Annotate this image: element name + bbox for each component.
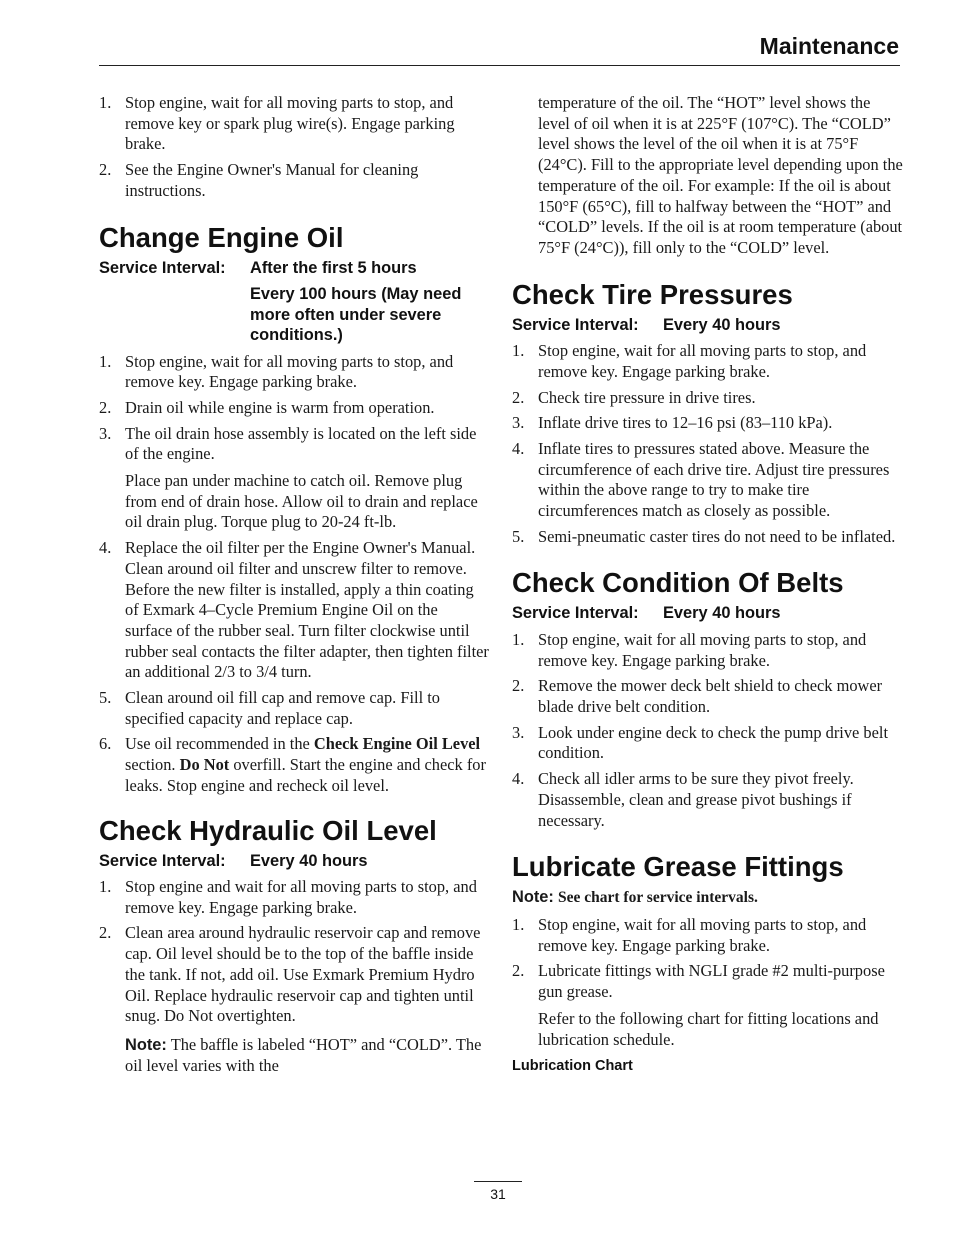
list-item: 1. Stop engine, wait for all moving parts to stop, and remove key. Engage parking brake. bbox=[512, 914, 867, 955]
emphasis: Do Not bbox=[179, 755, 230, 775]
list-item: 4. Check all idler arms to be sure they pivot freely. Disassemble, clean and grease pivot bushings if necessary. bbox=[512, 769, 854, 830]
section-title-lubricate-grease-fittings: Lubricate Grease Fittings bbox=[512, 851, 844, 883]
list-item: 1. Stop engine, wait for all moving parts to stop, and remove key. Engage parking brake. bbox=[512, 629, 867, 670]
list-item: 4. Inflate tires to pressures stated above. Measure the circumference of each drive tire. Adjust tire pressures within the above range to try to make tire circumferences match as closely as possible. bbox=[512, 438, 890, 521]
note-continuation: temperature of the oil. The “HOT” level shows the level of oil when it is at 225°F (107°C). The “COLD” level shows the level of the oil when it is at 75°F (24°C). Fill to the appropriate level depending upon the temperature of the oil. For example: If the oil is about 150°F (65°C), fill to halfway between the “HOT” and “COLD” levels. If the oil is at room temperature (about 75°F (24°C)), fill only to the “COLD” level. bbox=[538, 93, 903, 257]
list-item: 1. Stop engine, wait for all moving parts to stop, and remove key or spark plug wire(s). Engage parking brake. bbox=[99, 93, 455, 154]
lubrication-chart-caption: Lubrication Chart bbox=[512, 1058, 633, 1075]
service-interval-secondary: Every 100 hours (May need more often under severe conditions.) bbox=[250, 285, 462, 345]
list-item: 2. Drain oil while engine is warm from operation. bbox=[99, 397, 435, 417]
grease-note: Note: See chart for service intervals. bbox=[512, 888, 758, 907]
list-item: 6. Use oil recommended in the Check Engine Oil Level section. Do Not overfill. Start the engine and check for leaks. Stop engine and recheck oil level. bbox=[99, 734, 486, 795]
page-number: 31 bbox=[490, 1186, 506, 1202]
list-item: 1. Stop engine and wait for all moving parts to stop, and remove key. Engage parking brake. bbox=[99, 877, 477, 917]
list-item: 3. Inflate drive tires to 12–16 psi (83–110 kPa). bbox=[512, 413, 833, 433]
header-title: Maintenance bbox=[759, 33, 899, 59]
list-item: 1. Stop engine, wait for all moving parts to stop, and remove key. Engage parking brake. bbox=[99, 351, 454, 392]
step-continuation: Refer to the following chart for fitting locations and lubrication schedule. bbox=[538, 1008, 879, 1049]
list-item: 2. Remove the mower deck belt shield to check mower blade drive belt condition. bbox=[512, 676, 883, 717]
grease-steps bbox=[512, 915, 904, 1050]
right-column bbox=[512, 93, 904, 1074]
list-item: 2. Check tire pressure in drive tires. bbox=[512, 387, 756, 407]
belt-steps bbox=[512, 630, 904, 831]
list-item: 4. Replace the oil filter per the Engine Owner's Manual. Clean around oil filter and unscrew filter to remove. Before the new filter is installed, apply a thin coating of Exmark 4–Cycle Premium Engine Oil on the surface of the rubber seal. Turn filter clockwise until rubber seal contacts the filter adapter, then tighten filter an additional 2/3 to 3/4 turn. bbox=[99, 538, 489, 682]
list-item: 3. The oil drain hose assembly is located on the left side of the engine. Place pan under machine to catch oil. Remove plug from end of drain hose. Allow oil to drain and replace oil drain plug. Torque plug to 20-24 ft-lb. bbox=[99, 424, 489, 534]
hydraulic-note: Note: The baffle is labeled “HOT” and “COLD”. The oil level varies with the bbox=[125, 1035, 482, 1075]
service-interval: Service Interval: After the first 5 hours bbox=[99, 258, 417, 277]
service-interval: Service Interval: Every 40 hours bbox=[512, 315, 781, 334]
hydraulic-steps bbox=[99, 877, 489, 1027]
list-item: 2. Lubricate fittings with NGLI grade #2 multi-purpose gun grease. Refer to the following chart for fitting locations and lubrication schedule. bbox=[512, 961, 904, 1050]
list-item: 3. Look under engine deck to check the pump drive belt condition. bbox=[512, 722, 889, 763]
section-title-check-hydraulic-oil-level: Check Hydraulic Oil Level bbox=[99, 814, 437, 846]
intro-steps bbox=[99, 93, 489, 202]
header-rule bbox=[99, 65, 900, 66]
step-continuation: Place pan under machine to catch oil. Remove plug from end of drain hose. Allow oil to drain and replace oil drain plug. Torque plug to 20-24 ft-lb. bbox=[125, 471, 478, 532]
oil-steps bbox=[99, 352, 489, 797]
list-item: 5. Semi-pneumatic caster tires do not need to be inflated. bbox=[512, 526, 896, 546]
section-title-check-tire-pressures: Check Tire Pressures bbox=[512, 278, 793, 310]
tire-steps bbox=[512, 341, 904, 547]
service-interval: Service Interval: Every 40 hours bbox=[99, 851, 368, 870]
section-title-check-condition-of-belts: Check Condition Of Belts bbox=[512, 567, 844, 599]
list-item: 1. Stop engine, wait for all moving parts to stop, and remove key. Engage parking brake. bbox=[512, 341, 867, 381]
section-title-change-engine-oil: Change Engine Oil bbox=[99, 221, 344, 253]
list-item: 2. Clean area around hydraulic reservoir cap and remove cap. Oil level should be to the top of the baffle inside the tank. If not, add oil. Use Exmark Premium Hydro Oil. Replace hydraulic reservoir cap and tighten until snug. Do Not overtighten. bbox=[99, 923, 481, 1026]
list-item: 2. See the Engine Owner's Manual for cleaning instructions. bbox=[99, 160, 419, 200]
service-interval: Service Interval: Every 40 hours bbox=[512, 604, 781, 623]
left-column bbox=[99, 93, 489, 1076]
footer-rule bbox=[474, 1181, 522, 1182]
cross-reference: Check Engine Oil Level bbox=[313, 734, 481, 754]
list-item: 5. Clean around oil fill cap and remove cap. Fill to specified capacity and replace cap. bbox=[99, 688, 440, 728]
